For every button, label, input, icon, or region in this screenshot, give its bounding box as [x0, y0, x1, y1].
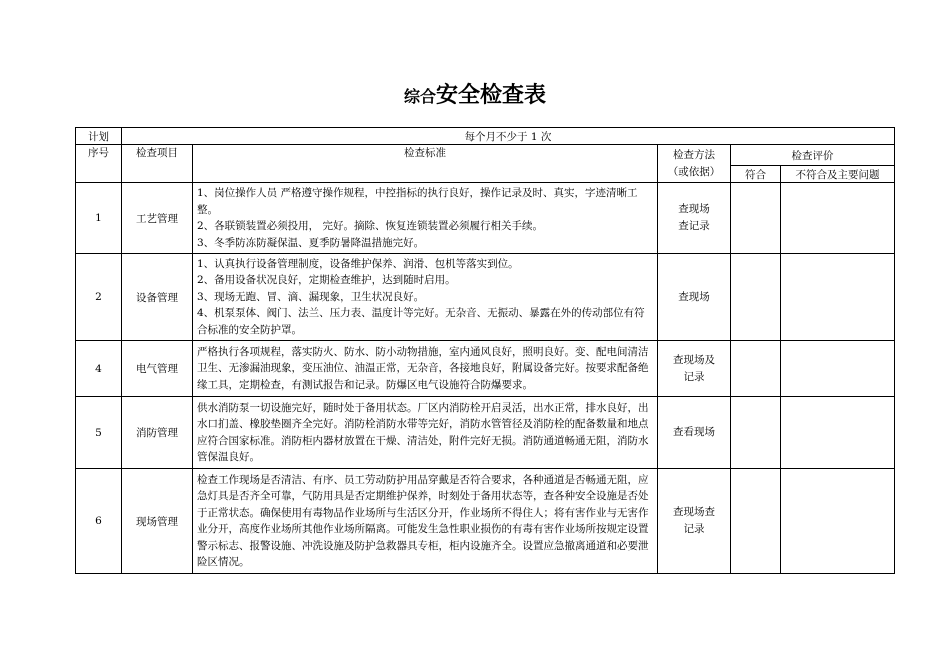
table-row: [76, 397, 895, 469]
conform-cell[interactable]: [731, 183, 781, 254]
conform-cell[interactable]: [731, 469, 781, 574]
method-line: 记录: [683, 523, 705, 535]
nonconform-cell[interactable]: [781, 254, 895, 341]
plan-row: [76, 128, 895, 145]
row-standard: [193, 254, 658, 341]
row-item: 电气管理: [122, 341, 193, 397]
row-item: 现场管理: [122, 469, 193, 574]
plan-label: 计划: [76, 128, 122, 145]
nonconform-cell[interactable]: [781, 341, 895, 397]
conform-cell[interactable]: [731, 254, 781, 341]
standard-line: 供水消防泵一切设施完好，随时处于备用状态。厂区内消防栓开启灵活，出水正常，排水良好，出水口扪盖、橡胶垫圈齐全完好。消防栓消防水带等完好，消防水管管径及消防栓的配备数量和地点应符合国家标准。消防柜内器材放置在干燥、清洁处，附件完好无损。消防通道畅通无阻，消防水管保温良好。: [197, 401, 649, 463]
method-line: 查看现场: [673, 426, 715, 438]
row-seq: 4: [76, 341, 122, 397]
safety-check-table: [75, 127, 895, 574]
standard-line: 2、备用设备状况良好，定期检查维护，达到随时启用。: [197, 274, 456, 287]
row-item: 消防管理: [122, 397, 193, 469]
row-method: [658, 469, 731, 574]
row-method: [658, 397, 731, 469]
row-seq: 6: [76, 469, 122, 574]
header-evaluation: 检查评价: [731, 145, 895, 166]
table-row: [76, 183, 895, 254]
plan-value: 每个月不少于 1 次: [122, 128, 895, 145]
method-line: 查现场: [678, 290, 710, 303]
method-line: 查现场查: [673, 506, 715, 518]
standard-line: 1、岗位操作人员 严格遵守操作规程，中控指标的执行良好，操作记录及时、真实，字迹清晰工整。: [197, 187, 638, 216]
standard-line: 检查工作现场是否清洁、有序、员工劳动防护用品穿戴是否符合要求，各种通道是否畅通无阻，应急灯具是否齐全可靠，气防用具是否定期维护保养，时刻处于备用状态等，查各种安全设施是否处于正常状态。确保使用有毒物品作业场所与生活区分开，作业场所不得住人；将有害作业与无害作业分开，高度作业场所其他作业场所隔离。可能发生急性职业损伤的有毒有害作业场所按规定设置警示标志、报警设施、冲洗设施及防护急救器具专柜，柜内设施齐全。设置应急撤离通道和必要泄险区情况。: [197, 473, 649, 568]
header-method: [658, 145, 731, 183]
method-line: 记录: [683, 370, 705, 383]
page-title: [0, 78, 950, 109]
header-item: 检查项目: [122, 145, 193, 183]
table-row: [76, 254, 895, 341]
method-line: 查记录: [678, 220, 710, 232]
row-method: [658, 341, 731, 397]
row-seq: 1: [76, 183, 122, 254]
nonconform-cell[interactable]: [781, 183, 895, 254]
method-line: 查现场及: [673, 353, 715, 366]
header-nonconform: 不符合及主要问题: [781, 166, 895, 183]
standard-line: 严格执行各项规程，落实防火、防水、防小动物措施，室内通风良好，照明良好。变、配电间清洁卫生、无渗漏油现象，变压油位、油温正常，无杂音，各接地良好，附属设备完好。按要求配备绝缘工具，定期检查，有测试报告和记录。防爆区电气设施符合防爆要求。: [197, 345, 649, 391]
row-item: 设备管理: [122, 254, 193, 341]
standard-line: 1、认真执行设备管理制度，设备维护保养、润滑、包机等落实到位。: [197, 257, 519, 270]
row-standard: [193, 341, 658, 397]
standard-line: 2、各联锁装置必须投用， 完好。摘除、恢复连锁装置必须履行相关手续。: [197, 220, 544, 232]
standard-line: 3、冬季防冻防凝保温、夏季防暑降温措施完好。: [197, 236, 425, 249]
conform-cell[interactable]: [731, 341, 781, 397]
row-standard: [193, 183, 658, 254]
row-item: 工艺管理: [122, 183, 193, 254]
row-seq: 2: [76, 254, 122, 341]
table-row: [76, 341, 895, 397]
row-standard: [193, 397, 658, 469]
header-method-line2: （或依据）: [667, 165, 721, 178]
title-main: 安全检查表: [436, 82, 547, 108]
header-standard: 检查标准: [193, 145, 658, 183]
header-seq: 序号: [76, 145, 122, 183]
header-conform: 符合: [731, 166, 781, 183]
table-row: [76, 469, 895, 574]
standard-line: 4、机泵泵体、阀门、法兰、压力表、温度计等完好。无杂音、无振动、暴露在外的传动部位有符合标准的安全防护罩。: [197, 307, 645, 336]
title-prefix: 综合: [403, 87, 436, 106]
row-seq: 5: [76, 397, 122, 469]
row-standard: [193, 469, 658, 574]
nonconform-cell[interactable]: [781, 469, 895, 574]
row-method: [658, 254, 731, 341]
nonconform-cell[interactable]: [781, 397, 895, 469]
row-method: [658, 183, 731, 254]
conform-cell[interactable]: [731, 397, 781, 469]
header-row: [76, 145, 895, 166]
method-line: 查现场: [678, 203, 710, 215]
header-method-line1: 检查方法: [673, 148, 715, 161]
standard-line: 3、现场无跑、冒、滴、漏现象，卫生状况良好。: [197, 290, 425, 303]
